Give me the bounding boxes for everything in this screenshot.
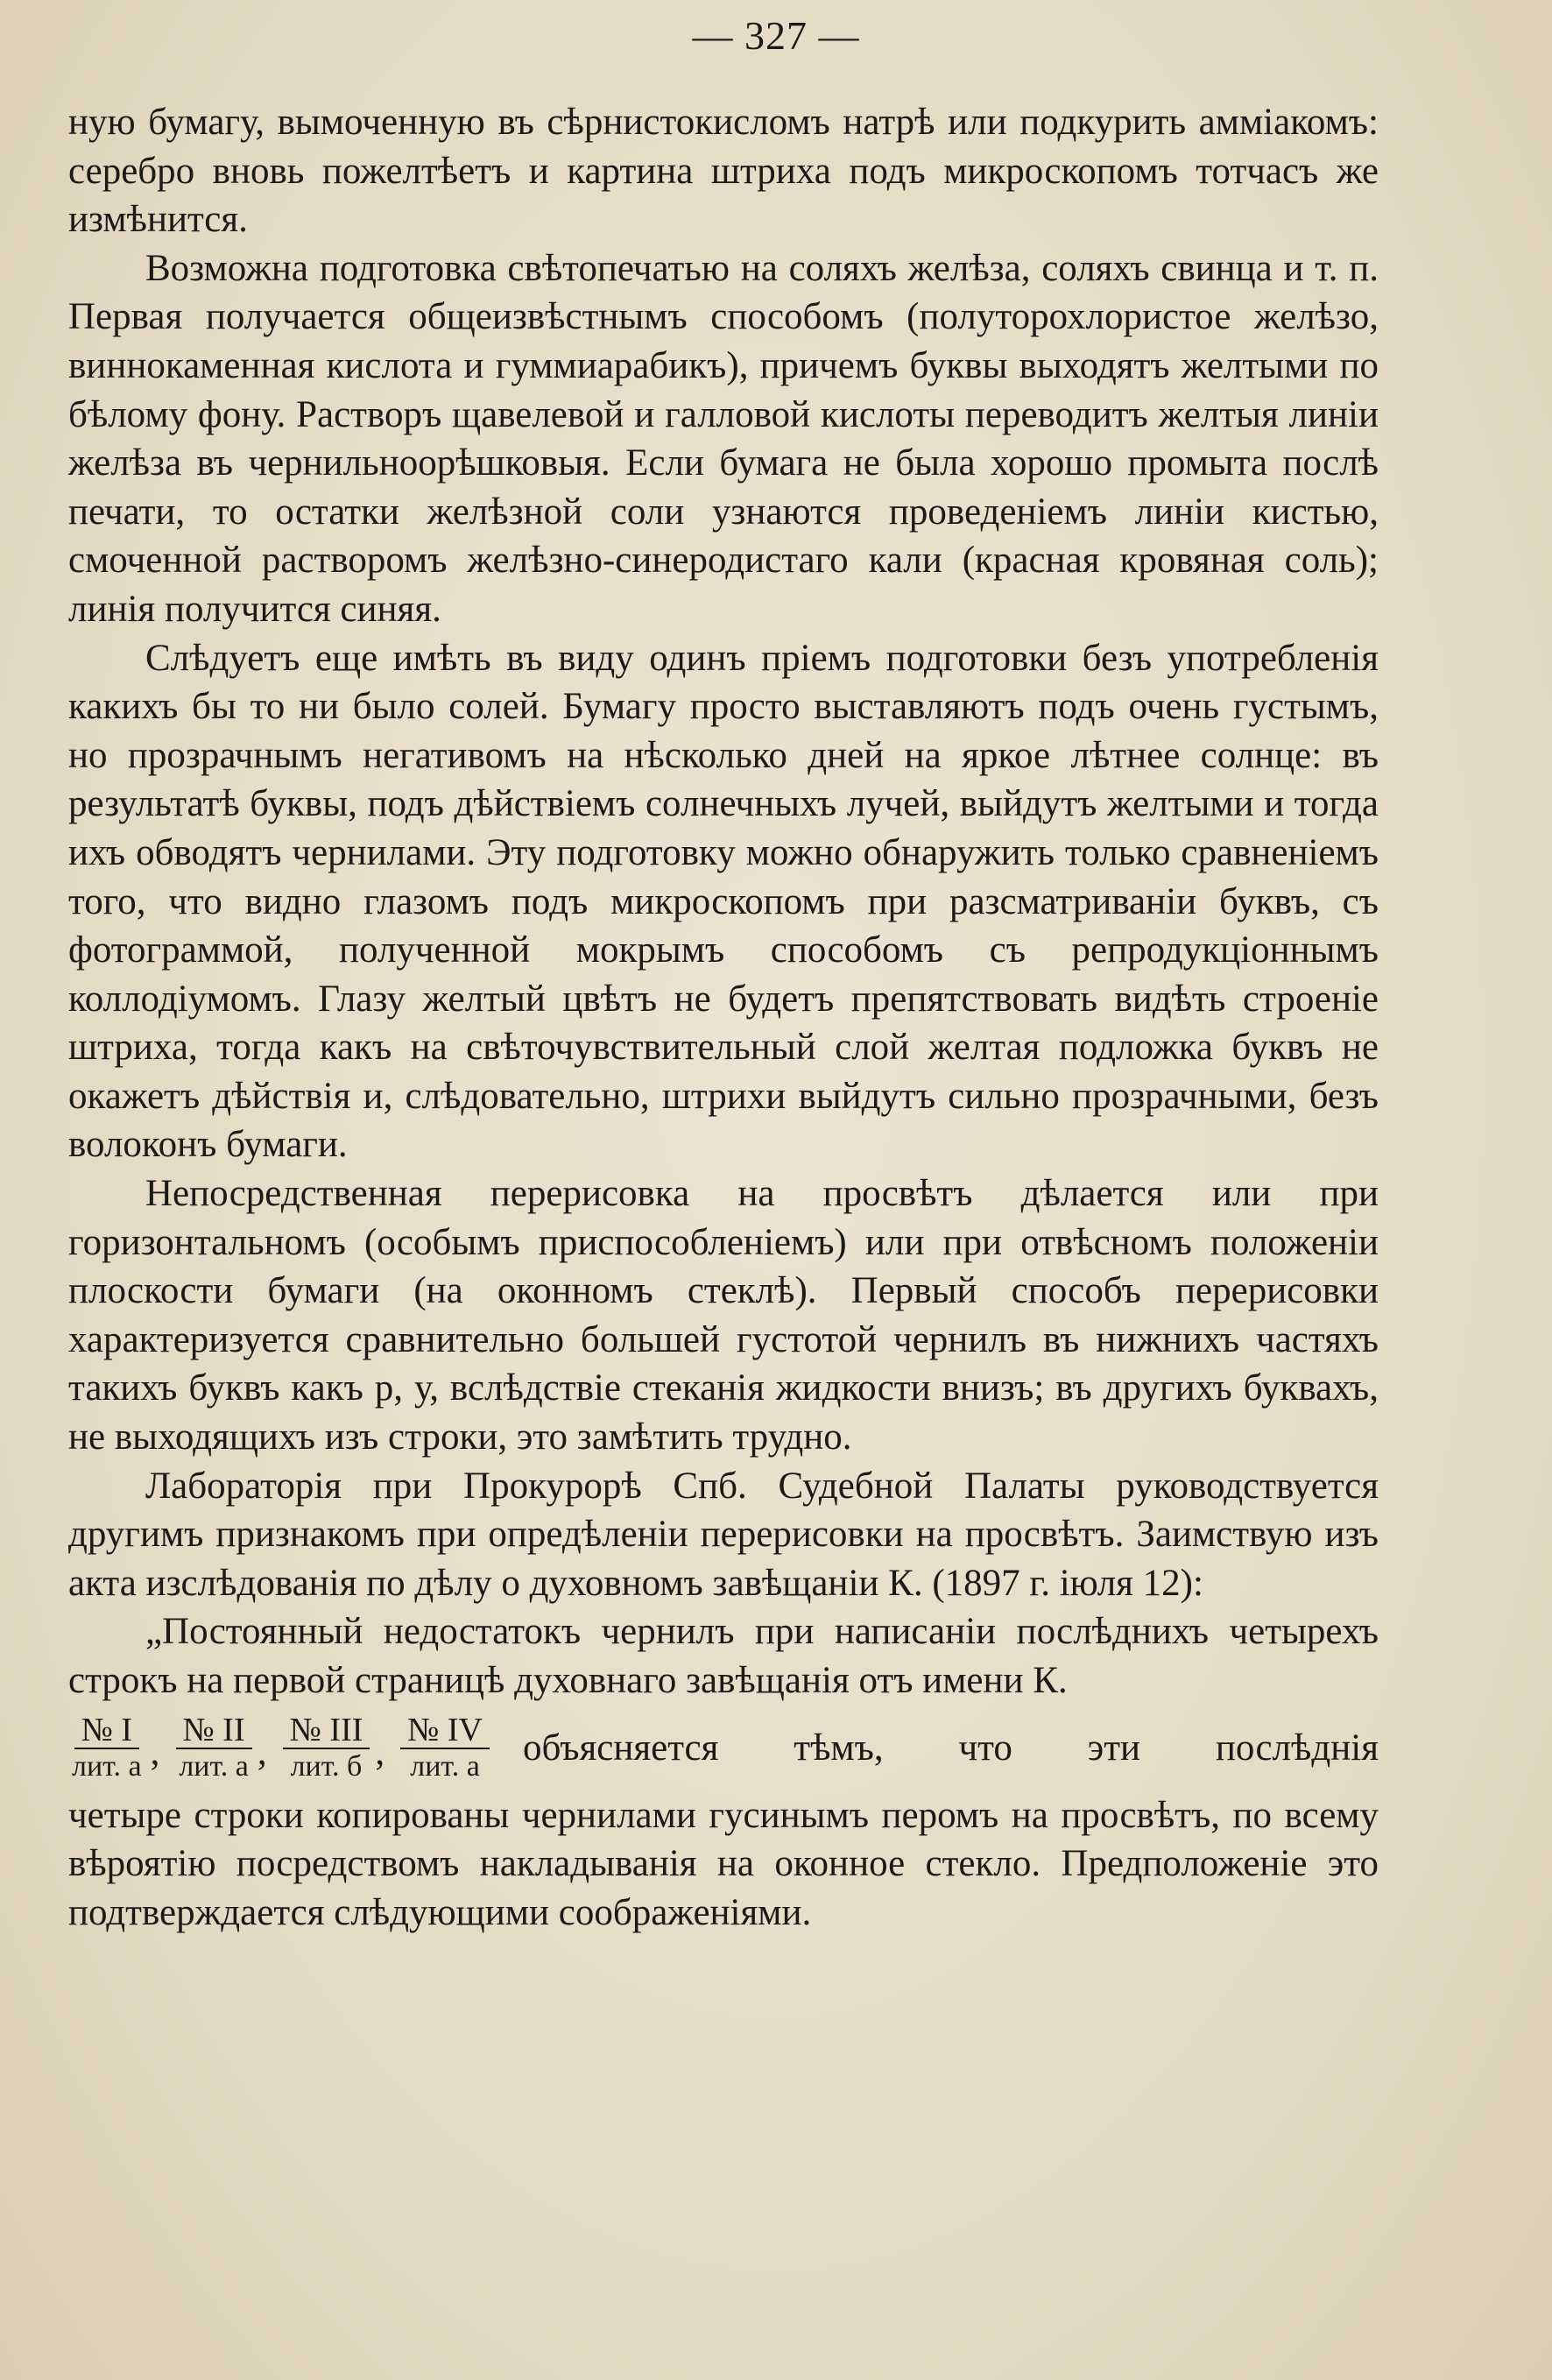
fraction-denominator: лит. а (72, 1749, 142, 1783)
fraction-denominator: лит. а (410, 1749, 480, 1783)
paragraph-continuation: ную бумагу, вымоченную въ сѣрнистокисломъ натрѣ или подкурить амміакомъ: серебро вновь пожелтѣетъ и картина штриха подъ микроскопомъ тотчасъ же измѣнится. (68, 102, 1379, 241)
word: что (958, 1727, 1012, 1769)
fraction (283, 1713, 370, 1784)
fraction-denominator: лит. а (179, 1749, 249, 1783)
paragraph-laboratory: Лабораторія при Прокурорѣ Спб. Судебной Палаты руководствуется другимъ признакомъ при опредѣленіи перерисовки на просвѣтъ. Заимствую изъ акта изслѣдованія по дѣлу о духовномъ завѣщаніи К. (1897 г. іюля 12): (68, 1465, 1379, 1604)
fraction-numerator: № II (176, 1713, 252, 1749)
body-text (68, 98, 1379, 1937)
fraction-numerator: № I (74, 1713, 139, 1749)
paragraph-sun-exposure: Слѣдуетъ еще имѣть въ виду одинъ пріемъ подготовки безъ употребленія какихъ бы то ни было солей. Бумагу просто выставляютъ подъ очень густымъ, но прозрачнымъ негативомъ на нѣсколько дней на яркое лѣтнее солнце: въ результатѣ буквы, подъ дѣйствіемъ солнечныхъ лучей, выйдутъ желтыми и тогда ихъ обводятъ чернилами. Эту подготовку можно обнаружить только сравненіемъ того, что видно глазомъ подъ микроскопомъ при разсматриваніи буквъ, съ фотограммой, полученной мокрымъ способомъ съ репродукціоннымъ коллодіумомъ. Глазу желтый цвѣтъ не будетъ препятствовать видѣть строеніе штриха, тогда какъ на свѣточувствительный слой желтая подложка буквъ не окажетъ дѣйствія и, слѣдовательно, штрихи выйдутъ сильно прозрачными, безъ волоконъ бумаги. (68, 637, 1379, 1166)
paragraph-tracing: Непосредственная перерисовка на просвѣтъ дѣлается или при горизонтальномъ (особымъ приспособленіемъ) или при отвѣсномъ положеніи плоскости бумаги (на оконномъ стеклѣ). Первый способъ перерисовки характеризуется сравнительно большей густотой чернилъ въ нижнихъ частяхъ такихъ буквъ какъ р, у, вслѣдствіе стеканія жидкости внизъ; въ другихъ буквахъ, не выходящихъ изъ строки, это замѣтить трудно. (68, 1173, 1379, 1458)
fraction (400, 1713, 490, 1784)
comma: , (150, 1731, 160, 1773)
fraction-denominator: лит. б (290, 1749, 363, 1783)
comma: , (257, 1731, 267, 1773)
fraction (68, 1713, 145, 1784)
fraction (175, 1713, 252, 1784)
paragraph-light-printing: Возможна подготовка свѣтопечатью на соляхъ желѣза, соляхъ свинца и т. п. Первая получается общеизвѣстнымъ способомъ (полуторохлористое желѣзо, виннокаменная кислота и гуммиарабикъ), причемъ буквы выходятъ желтыми по бѣлому фону. Растворъ щавелевой и галловой кислоты переводитъ желтыя линіи желѣза въ чернильноорѣшковыя. Если бумага не была хорошо промыта послѣ печати, то остатки желѣзной соли узнаются проведеніемъ линіи кистью, смоченной растворомъ желѣзно-синеродистаго кали (красная кровяная соль); линія получится синяя. (68, 247, 1379, 630)
fraction-numerator: № III (283, 1713, 370, 1749)
word: тѣмъ, (794, 1727, 884, 1769)
comma: , (375, 1731, 385, 1773)
word: послѣднія (1215, 1727, 1379, 1769)
fraction-numerator: № IV (400, 1713, 490, 1749)
word: объясняется (522, 1727, 719, 1769)
word: эти (1087, 1727, 1141, 1769)
fraction-line-text (523, 1724, 1379, 1773)
paragraph-closing: четыре строки копированы чернилами гусинымъ перомъ на просвѣтъ, по всему вѣроятію посредствомъ накладыванія на оконное стекло. Предположеніе это подтверждается слѣдующими соображеніями. (68, 1794, 1379, 1933)
paragraph-quote: „Постоянный недостатокъ чернилъ при написаніи послѣднихъ четырехъ строкъ на первой страницѣ духовнаго завѣщанія отъ имени К. (68, 1611, 1379, 1701)
fractions-row (68, 1713, 1379, 1784)
page-number: — 327 — (692, 13, 860, 58)
